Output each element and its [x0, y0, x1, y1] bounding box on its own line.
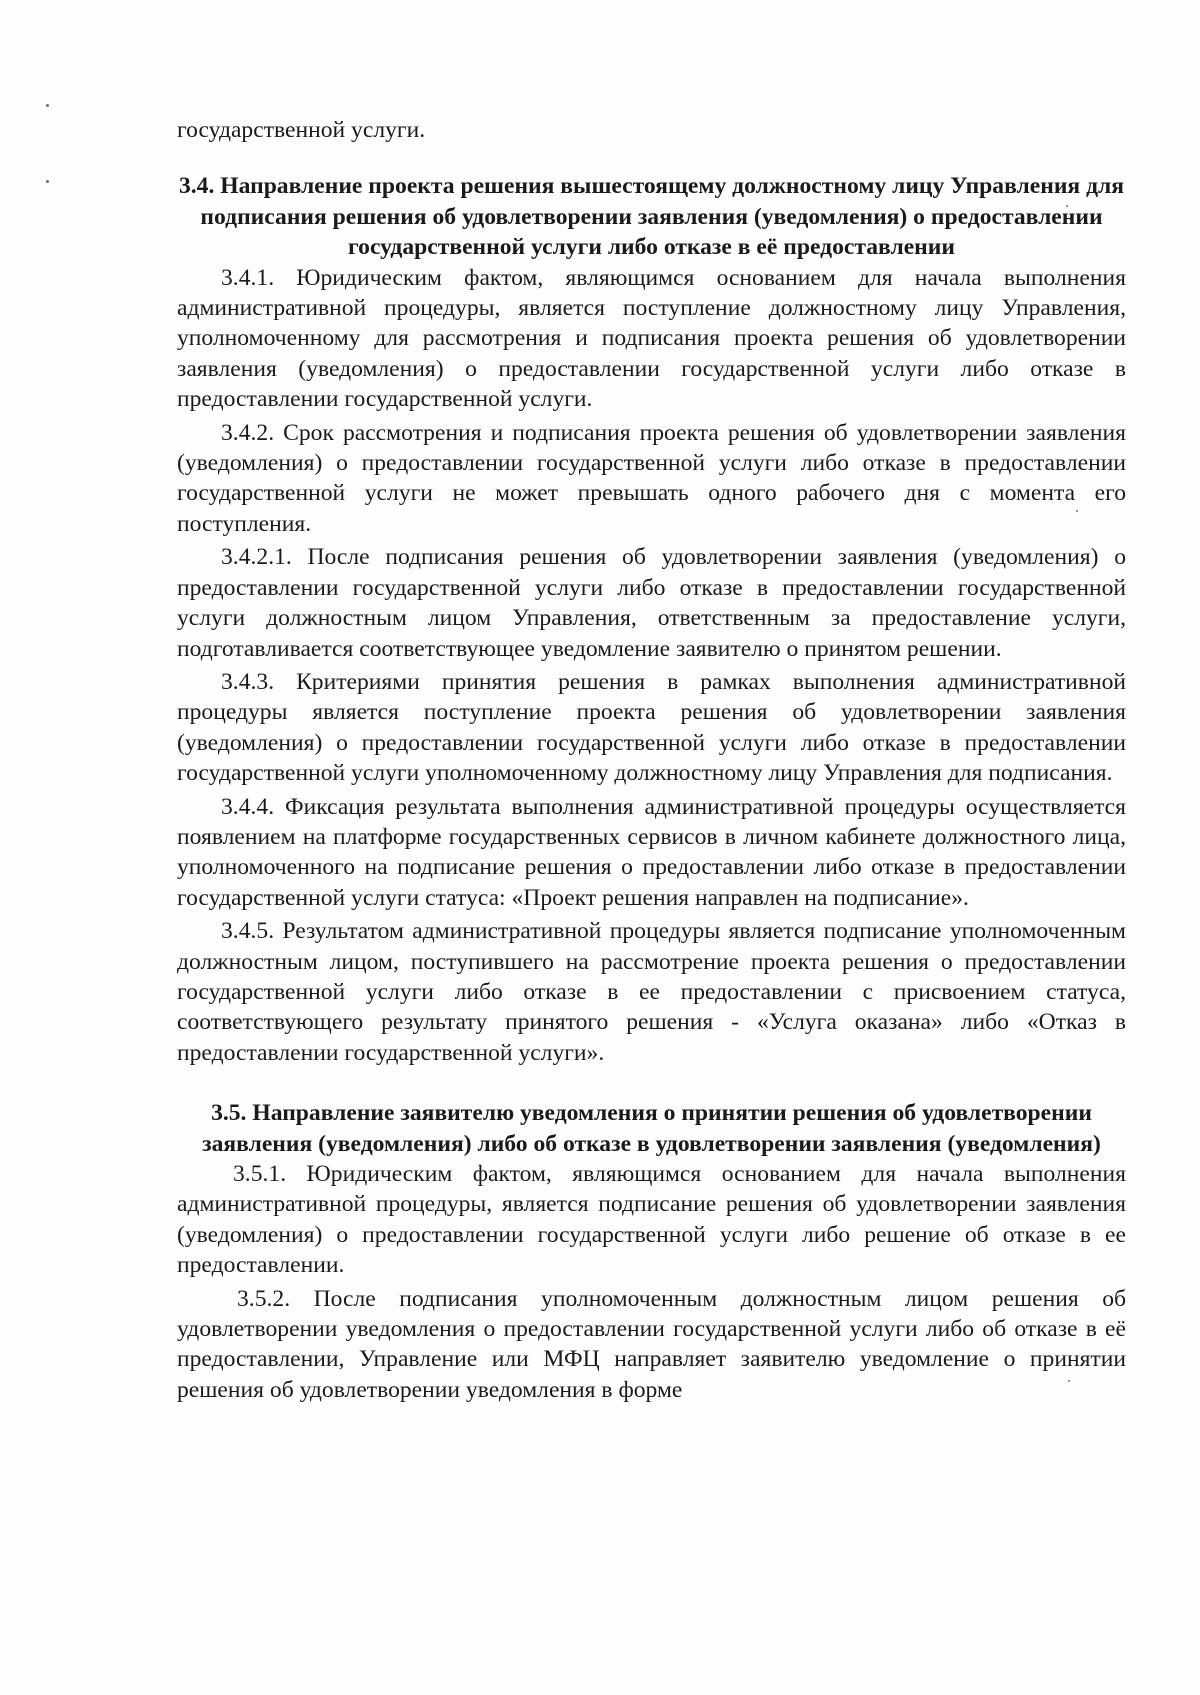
paragraph-3-5-2: 3.5.2. После подписания уполномоченным должностным лицом решения об удовлетворении уведомления о предоставлении государственной услуги либо об отказе в её предоставлении, Управление или МФЦ направляет заявителю уведомление о принятии решения об удовлетворении уведомления в форме	[177, 1285, 1126, 1403]
scan-speck	[46, 104, 49, 107]
paragraph-3-4-5: 3.4.5. Результатом административной процедуры является подписание уполномоченным должностным лицом, поступившего на рассмотрение проекта решения о предоставлении государственной услуги либо отказе в ее предоставлении с присвоением статуса, соответствующего результату принятого решения - «Услуга оказана» либо «Отказ в предоставлении государственной услуги».	[177, 918, 1126, 1066]
document-body	[177, 115, 1126, 1405]
intro-fragment: государственной услуги.	[177, 117, 426, 143]
paragraph-3-5-1: 3.5.1. Юридическим фактом, являющимся основанием для начала выполнения административной процедуры, является подписание решения об удовлетворении заявления (уведомления) о предоставлении государственной услуги либо решение об отказе в ее предоставлении.	[177, 1161, 1126, 1279]
paragraph-3-4-3: 3.4.3. Критериями принятия решения в рамках выполнения административной процедуры является поступление проекта решения об удовлетворении заявления (уведомления) о предоставлении государственной услуги либо отказе в предоставлении государственной услуги уполномоченному должностному лицу Управления для подписания.	[177, 668, 1126, 787]
scan-speck	[46, 180, 49, 183]
section-3-5-heading: 3.5. Направление заявителю уведомления о принятии решения об удовлетворении заявления (уведомления) либо об отказе в удовлетворении заявления (уведомления)	[202, 1100, 1101, 1157]
paragraph-3-4-2-1: 3.4.2.1. После подписания решения об удовлетворении заявления (уведомления) о предоставлении государственной услуги либо отказе в предоставлении государственной услуги должностным лицом Управления, ответственным за предоставление услуги, подготавливается соответствующее уведомление заявителю о принятом решении.	[177, 544, 1126, 662]
section-3-4-heading: 3.4. Направление проекта решения вышестоящему должностному лицу Управления для подписания решения об удовлетворении заявления (уведомления) о предоставлении государственной услуги либо отказе в её предоставлении	[178, 173, 1125, 261]
paragraph-3-4-4: 3.4.4. Фиксация результата выполнения административной процедуры осуществляется появлением на платформе государственных сервисов в личном кабинете должностного лица, уполномоченного на подписание решения о предоставлении либо отказе в предоставлении государственной услуги статуса: «Проект решения направлен на подписание».	[177, 793, 1126, 911]
paragraph-3-4-1: 3.4.1. Юридическим фактом, являющимся основанием для начала выполнения административной процедуры, является поступление должностному лицу Управления, уполномоченному для рассмотрения и подписания проекта решения об удовлетворении заявления (уведомления) о предоставлении государственной услуги либо отказе в предоставлении государственной услуги.	[177, 264, 1126, 413]
paragraph-3-4-2: 3.4.2. Срок рассмотрения и подписания проекта решения об удовлетворении заявления (уведомления) о предоставлении государственной услуги либо отказе в предоставлении государственной услуги не может превышать одного рабочего дня с момента его поступления.	[177, 419, 1126, 537]
